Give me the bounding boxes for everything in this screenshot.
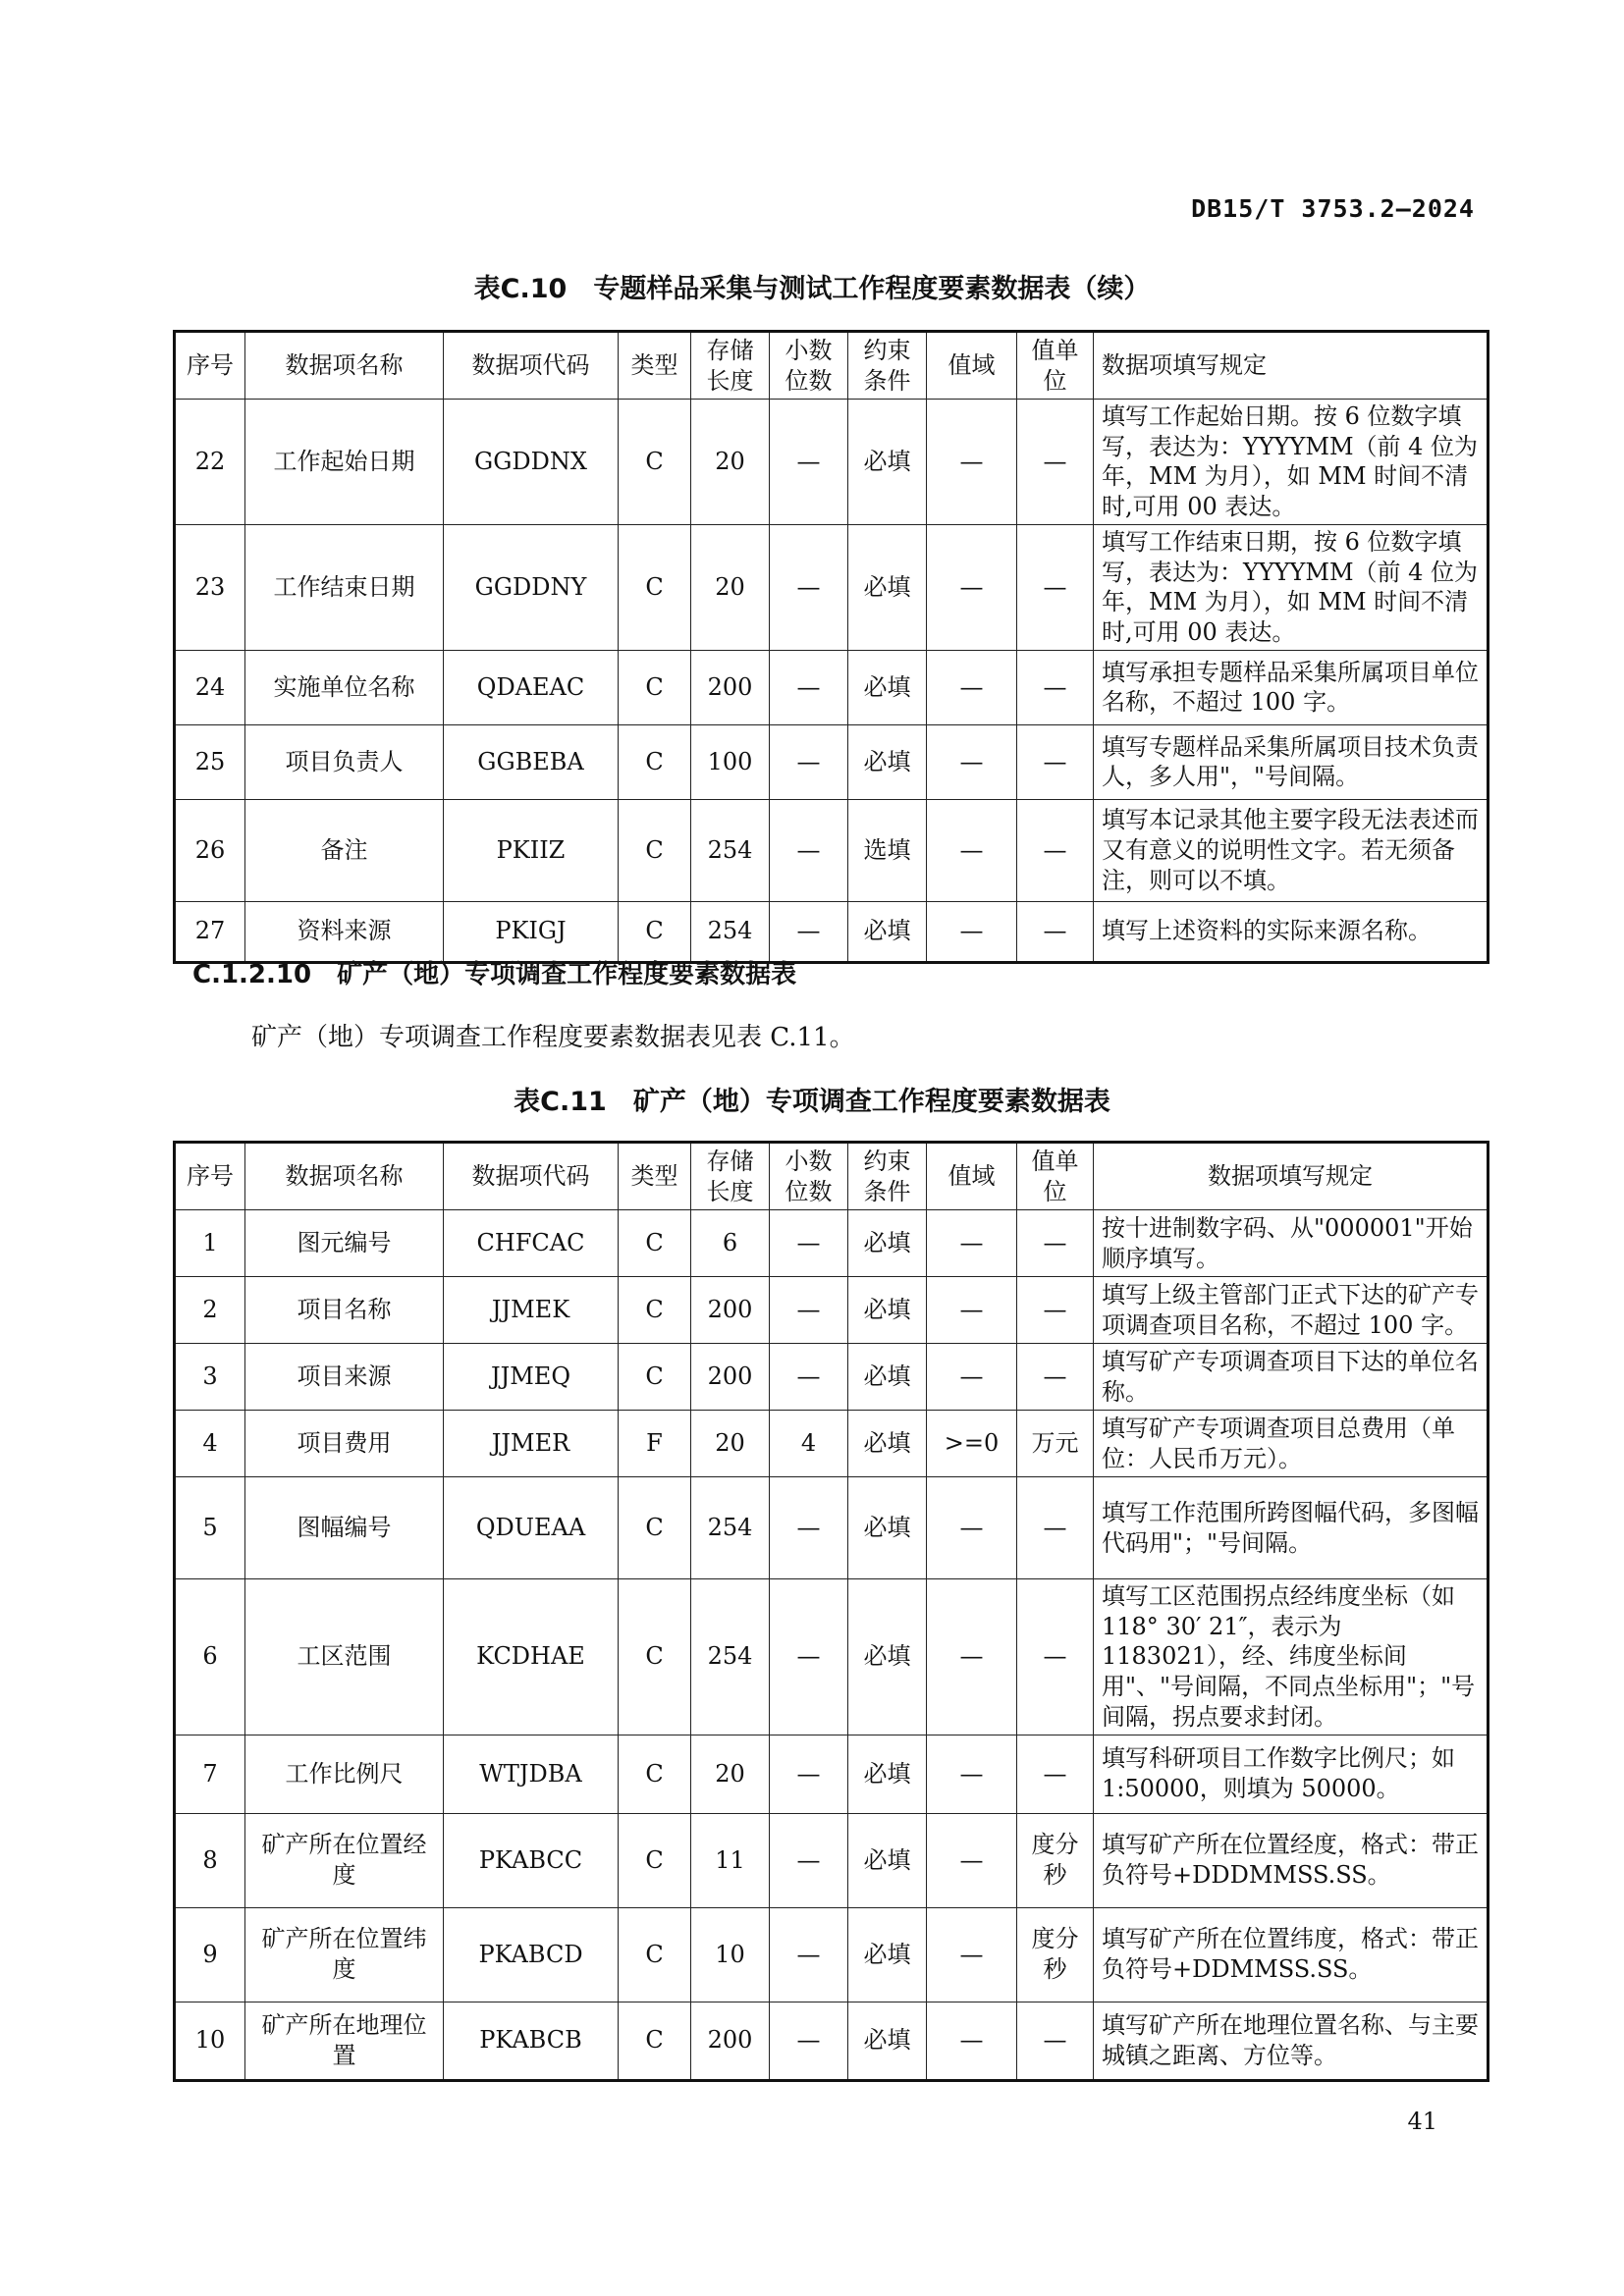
table-cell: — — [1017, 1735, 1094, 1813]
table-cell: — — [1017, 524, 1094, 650]
table-cell: JJMEQ — [444, 1344, 619, 1411]
table-row — [175, 1907, 1489, 2002]
table-cell: 必填 — [848, 1477, 927, 1579]
col-header: 数据项名称 — [245, 332, 444, 400]
table-cell: 实施单位名称 — [245, 650, 444, 724]
table-cell: 254 — [691, 1477, 770, 1579]
col-header: 序号 — [175, 332, 245, 400]
table-row — [175, 400, 1489, 525]
table-cell: — — [927, 1907, 1017, 2002]
table-cell: C — [619, 724, 691, 799]
table-cell: 100 — [691, 724, 770, 799]
table-cell: 必填 — [848, 1411, 927, 1477]
table-cell: 9 — [175, 1907, 245, 2002]
table-cell: — — [770, 650, 848, 724]
table-cell: 备注 — [245, 799, 444, 901]
table-cell: 20 — [691, 1411, 770, 1477]
rule-cell: 填写工作结束日期，按 6 位数字填写，表达为：YYYYMM（前 4 位为年，MM 为月），如 MM 时间不清时,可用 00 表达。 — [1094, 524, 1489, 650]
table-cell: — — [1017, 724, 1094, 799]
table-cell: 6 — [175, 1579, 245, 1735]
table-cell: C — [619, 1210, 691, 1277]
col-header: 数据项代码 — [444, 1143, 619, 1210]
table-cell: — — [927, 524, 1017, 650]
table-cell: 工作比例尺 — [245, 1735, 444, 1813]
table-c11-header-row — [175, 1143, 1489, 1210]
table-cell: C — [619, 799, 691, 901]
table-cell: QDUEAA — [444, 1477, 619, 1579]
table-cell: PKABCC — [444, 1813, 619, 1907]
table-cell: — — [927, 1813, 1017, 1907]
table-cell: — — [927, 1344, 1017, 1411]
table-cell: 资料来源 — [245, 901, 444, 962]
table-cell: 200 — [691, 1344, 770, 1411]
table-cell: 图幅编号 — [245, 1477, 444, 1579]
table-cell: 矿产所在位置经度 — [245, 1813, 444, 1907]
table-row — [175, 1735, 1489, 1813]
col-header: 数据项填写规定 — [1094, 1143, 1489, 1210]
table-cell: 2 — [175, 1277, 245, 1344]
col-header: 约束条件 — [848, 1143, 927, 1210]
table-cell: — — [770, 724, 848, 799]
table-cell: >=0 — [927, 1411, 1017, 1477]
table-cell: 4 — [175, 1411, 245, 1477]
table-row — [175, 2002, 1489, 2080]
table-cell: 必填 — [848, 1277, 927, 1344]
table-cell: 22 — [175, 400, 245, 525]
table-cell: 万元 — [1017, 1411, 1094, 1477]
table-cell: 3 — [175, 1344, 245, 1411]
table-cell: 254 — [691, 901, 770, 962]
col-header: 存储长度 — [691, 332, 770, 400]
table-cell: 26 — [175, 799, 245, 901]
col-header: 数据项代码 — [444, 332, 619, 400]
col-header: 约束条件 — [848, 332, 927, 400]
col-header: 值单位 — [1017, 332, 1094, 400]
table-cell: 必填 — [848, 724, 927, 799]
table-cell: — — [927, 1277, 1017, 1344]
table-cell: — — [770, 1579, 848, 1735]
table-cell: GGDDNX — [444, 400, 619, 525]
table-cell: C — [619, 400, 691, 525]
page-number: 41 — [1407, 2108, 1437, 2135]
table-cell: GGDDNY — [444, 524, 619, 650]
col-header: 值单位 — [1017, 1143, 1094, 1210]
col-header: 存储长度 — [691, 1143, 770, 1210]
table-cell: 必填 — [848, 400, 927, 525]
table-cell: — — [927, 650, 1017, 724]
table-cell: 必填 — [848, 1579, 927, 1735]
table-cell: 23 — [175, 524, 245, 650]
table-c10-title: 表C.10 专题样品采集与测试工作程度要素数据表（续） — [473, 274, 1151, 304]
table-row — [175, 724, 1489, 799]
table-cell: 矿产所在位置纬度 — [245, 1907, 444, 2002]
col-header: 小数位数 — [770, 1143, 848, 1210]
table-cell: 项目费用 — [245, 1411, 444, 1477]
table-cell: 4 — [770, 1411, 848, 1477]
table-cell: 10 — [691, 1907, 770, 2002]
table-row — [175, 1477, 1489, 1579]
rule-cell: 填写科研项目工作数字比例尺；如 1:50000，则填为 50000。 — [1094, 1735, 1489, 1813]
table-cell: 必填 — [848, 1344, 927, 1411]
table-cell: 必填 — [848, 2002, 927, 2080]
table-row — [175, 799, 1489, 901]
table-cell: — — [770, 1277, 848, 1344]
table-cell: 27 — [175, 901, 245, 962]
table-cell: — — [1017, 901, 1094, 962]
table-cell: 项目来源 — [245, 1344, 444, 1411]
rule-cell: 填写工作起始日期。按 6 位数字填写，表达为：YYYYMM（前 4 位为年，MM 为月），如 MM 时间不清时,可用 00 表达。 — [1094, 400, 1489, 525]
table-cell: 项目名称 — [245, 1277, 444, 1344]
table-cell: — — [927, 2002, 1017, 2080]
table-cell: C — [619, 650, 691, 724]
rule-cell: 填写工区范围拐点经纬度坐标（如 118° 30′ 21″，表示为 1183021），经、纬度坐标间用"、"号间隔，不同点坐标用"；"号间隔，拐点要求封闭。 — [1094, 1579, 1489, 1735]
table-c10-header-row — [175, 332, 1489, 400]
table-cell: 254 — [691, 1579, 770, 1735]
table-cell: 矿产所在地理位置 — [245, 2002, 444, 2080]
table-cell: C — [619, 1277, 691, 1344]
table-cell: — — [770, 1344, 848, 1411]
table-cell: 5 — [175, 1477, 245, 1579]
table-cell: — — [927, 724, 1017, 799]
table-cell: CHFCAC — [444, 1210, 619, 1277]
table-cell: 25 — [175, 724, 245, 799]
rule-cell: 填写上述资料的实际来源名称。 — [1094, 901, 1489, 962]
table-cell: GGBEBA — [444, 724, 619, 799]
table-cell: JJMEK — [444, 1277, 619, 1344]
table-row — [175, 1813, 1489, 1907]
table-cell: PKABCD — [444, 1907, 619, 2002]
table-cell: — — [927, 901, 1017, 962]
table-cell: 1 — [175, 1210, 245, 1277]
rule-cell: 填写矿产专项调查项目总费用（单位：人民币万元）。 — [1094, 1411, 1489, 1477]
table-cell: PKIGJ — [444, 901, 619, 962]
table-cell: 必填 — [848, 1813, 927, 1907]
table-cell: — — [770, 1813, 848, 1907]
table-cell: — — [927, 799, 1017, 901]
rule-cell: 按十进制数字码、从"000001"开始顺序填写。 — [1094, 1210, 1489, 1277]
table-cell: — — [770, 524, 848, 650]
section-paragraph: 矿产（地）专项调查工作程度要素数据表见表 C.11。 — [251, 1023, 855, 1052]
table-cell: — — [1017, 1344, 1094, 1411]
table-cell: 6 — [691, 1210, 770, 1277]
table-cell: — — [927, 1579, 1017, 1735]
rule-cell: 填写矿产所在地理位置名称、与主要城镇之距离、方位等。 — [1094, 2002, 1489, 2080]
table-cell: — — [770, 400, 848, 525]
table-cell: 图元编号 — [245, 1210, 444, 1277]
table-cell: C — [619, 524, 691, 650]
table-cell: — — [1017, 400, 1094, 525]
table-cell: 必填 — [848, 524, 927, 650]
table-c10 — [173, 330, 1489, 964]
table-cell: C — [619, 1344, 691, 1411]
table-cell: C — [619, 2002, 691, 2080]
table-cell: 200 — [691, 1277, 770, 1344]
table-cell: WTJDBA — [444, 1735, 619, 1813]
table-cell: — — [1017, 2002, 1094, 2080]
col-header: 小数位数 — [770, 332, 848, 400]
table-cell: — — [1017, 1210, 1094, 1277]
table-cell: — — [1017, 1277, 1094, 1344]
table-cell: C — [619, 1735, 691, 1813]
table-cell: 工作结束日期 — [245, 524, 444, 650]
table-cell: 20 — [691, 1735, 770, 1813]
table-cell: — — [1017, 1579, 1094, 1735]
rule-cell: 填写专题样品采集所属项目技术负责人，多人用"，"号间隔。 — [1094, 724, 1489, 799]
table-row — [175, 650, 1489, 724]
rule-cell: 填写工作范围所跨图幅代码，多图幅代码用"；"号间隔。 — [1094, 1477, 1489, 1579]
table-cell: 工区范围 — [245, 1579, 444, 1735]
col-header: 类型 — [619, 1143, 691, 1210]
rule-cell: 填写本记录其他主要字段无法表述而又有意义的说明性文字。若无须备注，则可以不填。 — [1094, 799, 1489, 901]
col-header: 序号 — [175, 1143, 245, 1210]
table-cell: 度分秒 — [1017, 1813, 1094, 1907]
table-cell: — — [1017, 650, 1094, 724]
table-cell: 11 — [691, 1813, 770, 1907]
table-cell: 10 — [175, 2002, 245, 2080]
rule-cell: 填写矿产专项调查项目下达的单位名称。 — [1094, 1344, 1489, 1411]
table-row — [175, 1277, 1489, 1344]
table-cell: QDAEAC — [444, 650, 619, 724]
table-cell: C — [619, 1477, 691, 1579]
table-cell: PKABCB — [444, 2002, 619, 2080]
table-cell: 必填 — [848, 1210, 927, 1277]
rule-cell: 填写矿产所在位置纬度，格式：带正负符号+DDMMSS.SS。 — [1094, 1907, 1489, 2002]
table-row — [175, 524, 1489, 650]
table-cell: C — [619, 1907, 691, 2002]
table-cell: — — [927, 400, 1017, 525]
rule-cell: 填写承担专题样品采集所属项目单位名称，不超过 100 字。 — [1094, 650, 1489, 724]
table-cell: 必填 — [848, 650, 927, 724]
table-row — [175, 901, 1489, 962]
table-cell: 254 — [691, 799, 770, 901]
table-cell: 项目负责人 — [245, 724, 444, 799]
table-cell: — — [1017, 799, 1094, 901]
table-row — [175, 1210, 1489, 1277]
table-row — [175, 1344, 1489, 1411]
table-row — [175, 1579, 1489, 1735]
table-cell: 20 — [691, 400, 770, 525]
table-cell: 工作起始日期 — [245, 400, 444, 525]
col-header: 数据项名称 — [245, 1143, 444, 1210]
table-c11-title: 表C.11 矿产（地）专项调查工作程度要素数据表 — [514, 1087, 1110, 1117]
table-cell: 200 — [691, 2002, 770, 2080]
table-cell: 24 — [175, 650, 245, 724]
table-cell: — — [770, 1210, 848, 1277]
table-cell: 7 — [175, 1735, 245, 1813]
table-cell: 选填 — [848, 799, 927, 901]
table-cell: 8 — [175, 1813, 245, 1907]
table-cell: KCDHAE — [444, 1579, 619, 1735]
table-cell: — — [927, 1477, 1017, 1579]
table-cell: — — [770, 901, 848, 962]
table-cell: 必填 — [848, 1735, 927, 1813]
col-header: 值域 — [927, 332, 1017, 400]
table-c11 — [173, 1141, 1489, 2082]
table-cell: — — [770, 1907, 848, 2002]
table-cell: C — [619, 1813, 691, 1907]
col-header: 值域 — [927, 1143, 1017, 1210]
table-cell: — — [927, 1735, 1017, 1813]
col-header: 类型 — [619, 332, 691, 400]
table-cell: 200 — [691, 650, 770, 724]
table-cell: JJMER — [444, 1411, 619, 1477]
table-cell: — — [770, 1735, 848, 1813]
table-cell: C — [619, 901, 691, 962]
table-row — [175, 1411, 1489, 1477]
table-cell: — — [770, 799, 848, 901]
table-cell: — — [770, 1477, 848, 1579]
table-cell: C — [619, 1579, 691, 1735]
section-heading: C.1.2.10 矿产（地）专项调查工作程度要素数据表 — [192, 960, 797, 989]
table-cell: 度分秒 — [1017, 1907, 1094, 2002]
table-cell: — — [1017, 1477, 1094, 1579]
rule-cell: 填写上级主管部门正式下达的矿产专项调查项目名称，不超过 100 字。 — [1094, 1277, 1489, 1344]
table-cell: 必填 — [848, 901, 927, 962]
table-cell: F — [619, 1411, 691, 1477]
table-cell: 20 — [691, 524, 770, 650]
rule-cell: 填写矿产所在位置经度，格式：带正负符号+DDDMMSS.SS。 — [1094, 1813, 1489, 1907]
table-cell: — — [770, 2002, 848, 2080]
table-cell: 必填 — [848, 1907, 927, 2002]
table-cell: PKIIZ — [444, 799, 619, 901]
document-id: DB15/T 3753.2—2024 — [1191, 194, 1475, 223]
table-cell: — — [927, 1210, 1017, 1277]
col-header: 数据项填写规定 — [1094, 332, 1489, 400]
